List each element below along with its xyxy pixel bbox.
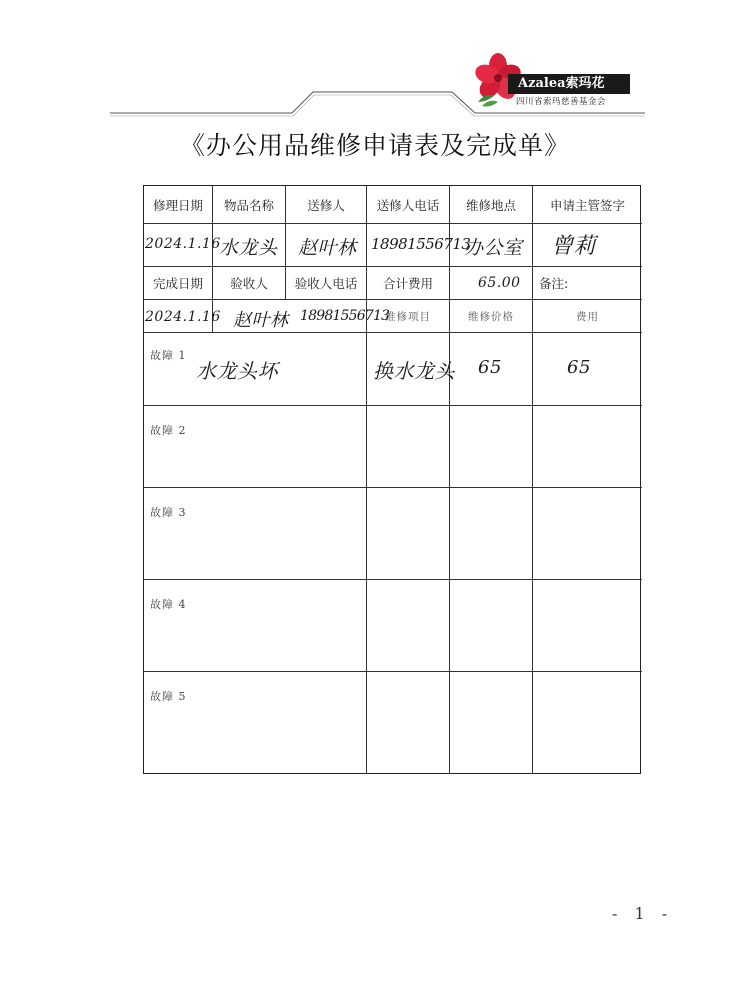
page-number: - 1 - bbox=[612, 904, 674, 923]
header-fee: 费用 bbox=[533, 300, 642, 333]
fault-5-repair-item-cell bbox=[367, 672, 450, 773]
value-total-cost: 65.00 bbox=[478, 275, 521, 291]
value-receiver-phone-cell bbox=[286, 300, 390, 333]
fault-1-label: 故障 1 bbox=[150, 349, 187, 362]
header-receiver: 验收人 bbox=[213, 267, 286, 300]
fault-4-repair-item-cell bbox=[367, 580, 450, 672]
header-total-cost: 合计费用 bbox=[367, 267, 450, 300]
logo-brand-cn: 索玛花 bbox=[565, 76, 605, 91]
header-completion-date: 完成日期 bbox=[144, 267, 213, 300]
fault-4-description-cell bbox=[144, 580, 367, 672]
fault-1-repair-item-cell bbox=[367, 333, 455, 406]
header-item-name: 物品名称 bbox=[213, 186, 286, 224]
fault-1-price-cell bbox=[450, 333, 533, 406]
value-completion-date-cell bbox=[144, 300, 221, 333]
value-repair-date-cell bbox=[144, 224, 221, 267]
fault-2-description-cell bbox=[144, 406, 367, 488]
value-location: 办公室 bbox=[464, 237, 523, 259]
value-supervisor-signature: 曾莉 bbox=[551, 234, 597, 259]
fault-5-fee-cell bbox=[533, 672, 642, 773]
value-item-name-cell bbox=[213, 224, 286, 267]
fault-3-repair-item-cell bbox=[367, 488, 450, 580]
value-sender: 赵叶林 bbox=[298, 237, 357, 259]
logo-org-name: 四川省索玛慈善基金会 bbox=[516, 97, 607, 107]
fault-2-price-cell bbox=[450, 406, 533, 488]
fault-2-label: 故障 2 bbox=[150, 424, 187, 437]
header-repair-item: 维修项目 bbox=[367, 300, 450, 333]
logo-brand-bar bbox=[508, 74, 630, 94]
header-remarks: 备注: bbox=[533, 267, 642, 300]
fault-3-description-cell bbox=[144, 488, 367, 580]
logo-brand-en: Azalea bbox=[518, 76, 566, 91]
fault-1-price: 65 bbox=[478, 357, 502, 378]
fault-3-label: 故障 3 bbox=[150, 506, 187, 519]
foundation-logo bbox=[472, 52, 642, 110]
value-receiver-phone: 18981556713 bbox=[300, 308, 390, 324]
fault-4-label: 故障 4 bbox=[150, 598, 187, 611]
fault-1-description: 水龙头坏 bbox=[196, 359, 278, 383]
fault-2-fee-cell bbox=[533, 406, 642, 488]
header-location: 维修地点 bbox=[450, 186, 533, 224]
value-repair-date: 2024.1.16 bbox=[145, 236, 221, 252]
value-supervisor-signature-cell bbox=[533, 224, 642, 267]
fault-1-fee: 65 bbox=[567, 357, 591, 378]
header-supervisor-signature: 申请主管签字 bbox=[533, 186, 642, 224]
header-repair-price: 维修价格 bbox=[450, 300, 533, 333]
fault-4-fee-cell bbox=[533, 580, 642, 672]
value-receiver-cell bbox=[213, 300, 289, 333]
header-sender: 送修人 bbox=[286, 186, 367, 224]
value-sender-cell bbox=[286, 224, 367, 267]
value-completion-date: 2024.1.16 bbox=[145, 309, 221, 325]
fault-5-label: 故障 5 bbox=[150, 690, 187, 703]
fault-5-price-cell bbox=[450, 672, 533, 773]
fault-3-fee-cell bbox=[533, 488, 642, 580]
header-repair-date: 修理日期 bbox=[144, 186, 213, 224]
value-receiver: 赵叶林 bbox=[233, 310, 289, 331]
value-sender-phone-cell bbox=[367, 224, 471, 267]
page-title: 《办公用品维修申请表及完成单》 bbox=[179, 131, 570, 160]
repair-form-table bbox=[143, 185, 641, 774]
fault-1-repair-item: 换水龙头 bbox=[373, 359, 455, 383]
value-sender-phone: 18981556713 bbox=[371, 235, 471, 253]
fault-3-price-cell bbox=[450, 488, 533, 580]
fault-4-price-cell bbox=[450, 580, 533, 672]
fault-1-description-cell bbox=[144, 333, 367, 406]
header-sender-phone: 送修人电话 bbox=[367, 186, 450, 224]
fault-2-repair-item-cell bbox=[367, 406, 450, 488]
value-total-cost-cell bbox=[450, 267, 533, 300]
fault-5-description-cell bbox=[144, 672, 367, 773]
value-item-name: 水龙头 bbox=[219, 237, 278, 259]
fault-1-fee-cell bbox=[533, 333, 642, 406]
header-receiver-phone: 验收人电话 bbox=[286, 267, 367, 300]
value-location-cell bbox=[450, 224, 533, 267]
